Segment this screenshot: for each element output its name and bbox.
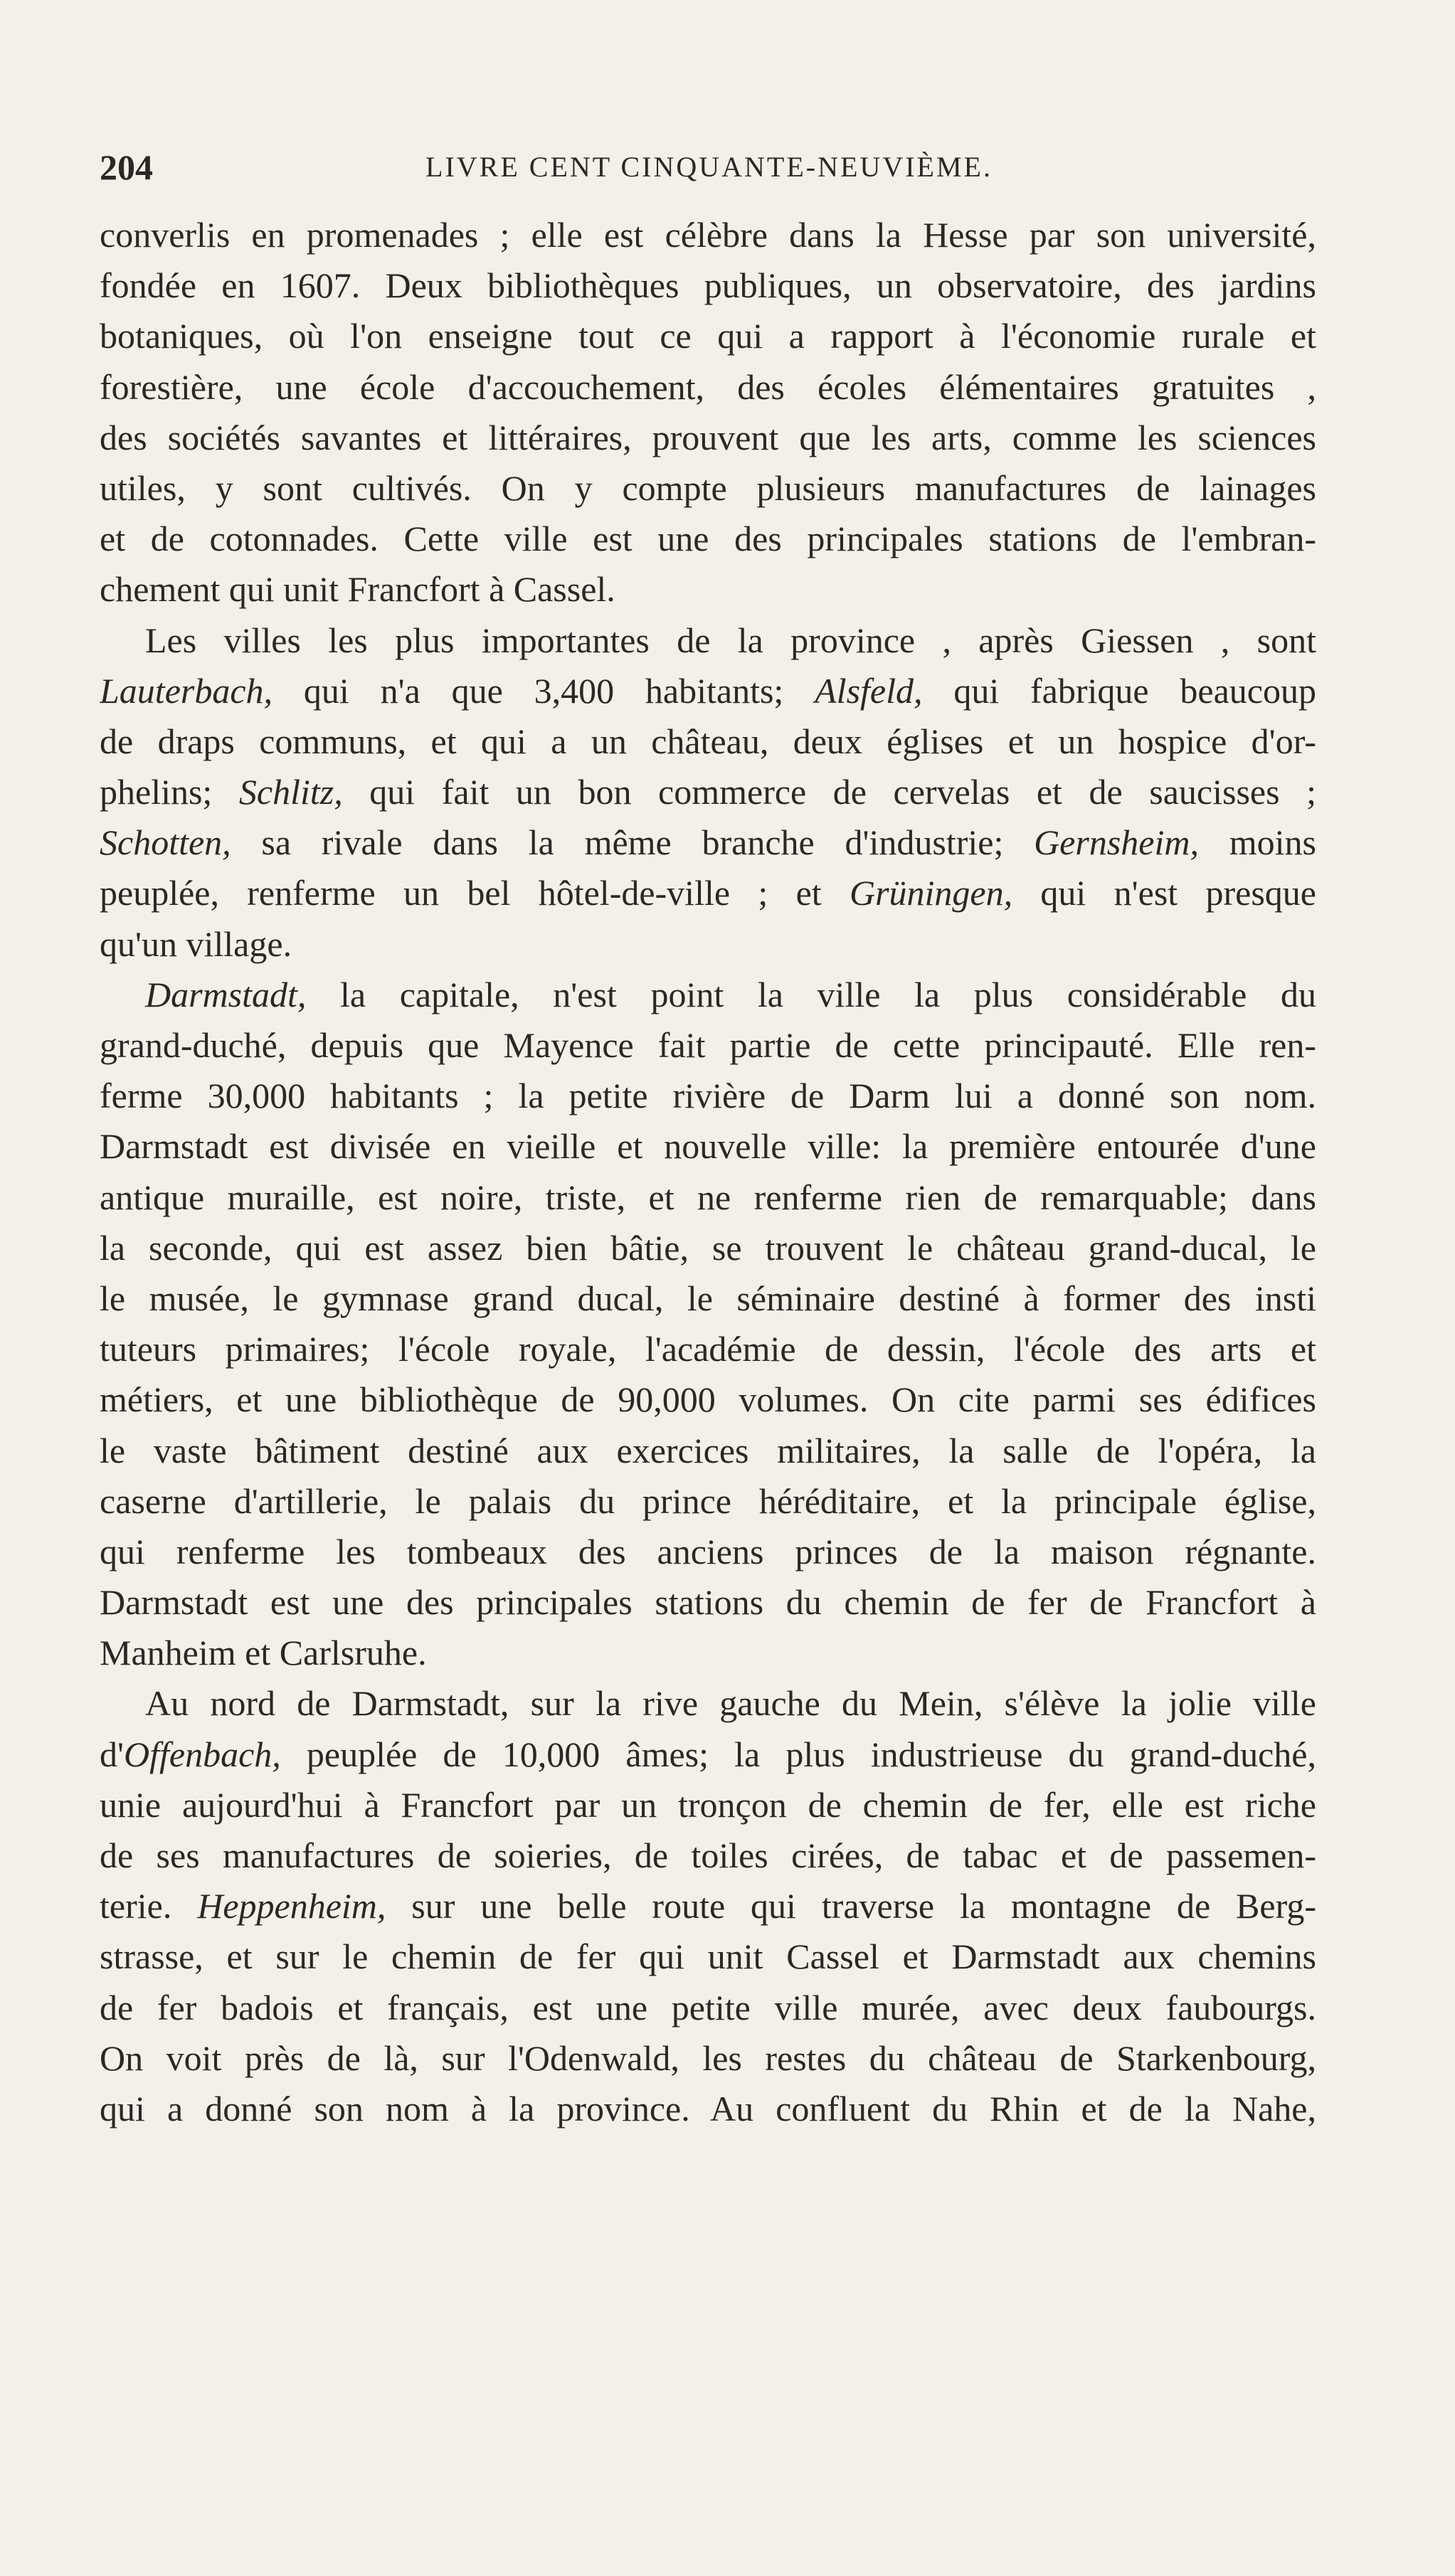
text-line: antique muraille, est noire, triste, et ne renferme rien de remarquable; dans	[100, 1177, 1316, 1217]
text-line: Darmstadt est une des principales stations du chemin de fer de Francfort à	[100, 1582, 1316, 1623]
place-name: Schlitz,	[238, 772, 343, 812]
text-line: tuteurs primaires; l'école royale, l'académie de dessin, l'école des arts et	[100, 1329, 1316, 1369]
text-line: phelins; Schlitz, qui fait un bon commerce de cervelas et de saucisses ;	[100, 772, 1316, 812]
text-line: Darmstadt est divisée en vieille et nouvelle ville: la première entourée d'une	[100, 1126, 1316, 1167]
text-line: métiers, et une bibliothèque de 90,000 volumes. On cite parmi ses édifices	[100, 1379, 1316, 1420]
text-line: grand-duché, depuis que Mayence fait partie de cette principauté. Elle ren-	[100, 1025, 1316, 1065]
text-line: botaniques, où l'on enseigne tout ce qui a rapport à l'économie rurale et	[100, 316, 1316, 356]
text-line: fondée en 1607. Deux bibliothèques publiques, un observatoire, des jardins	[100, 265, 1316, 306]
text-line: caserne d'artillerie, le palais du prince héréditaire, et la principale église,	[100, 1480, 1316, 1521]
text-line: Darmstadt, la capitale, n'est point la ville la plus considérable du	[145, 974, 1316, 1014]
place-name: Alsfeld,	[815, 670, 923, 711]
text-line: Manheim et Carlsruhe.	[100, 1633, 427, 1673]
place-name: Lauterbach,	[100, 670, 273, 711]
running-head: LIVRE CENT CINQUANTE-NEUVIÈME.	[425, 151, 993, 183]
text-line: utiles, y sont cultivés. On y compte plusieurs manufactures de lainages	[100, 467, 1316, 508]
text-line: de fer badois et français, est une petite ville murée, avec deux faubourgs.	[100, 1987, 1316, 2028]
place-name: Schotten,	[100, 822, 231, 863]
place-name: Grüningen,	[849, 873, 1013, 913]
text-line: et de cotonnades. Cette ville est une des principales stations de l'embran-	[100, 519, 1316, 559]
text-line: peuplée, renferme un bel hôtel-de-ville ; et Grüningen, qui n'est presque	[100, 873, 1316, 913]
text-line: d'Offenbach, peuplée de 10,000 âmes; la plus industrieuse du grand-duché,	[100, 1734, 1316, 1774]
text-line: de draps communs, et qui a un château, deux églises et un hospice d'or-	[100, 721, 1316, 761]
text-line: terie. Heppenheim, sur une belle route qui traverse la montagne de Berg-	[100, 1886, 1316, 1926]
paragraph	[100, 615, 1316, 970]
text-line: le musée, le gymnase grand ducal, le séminaire destiné à former des insti	[100, 1278, 1316, 1318]
place-name: Darmstadt,	[145, 974, 307, 1014]
text-line: des sociétés savantes et littéraires, prouvent que les arts, comme les sciences	[100, 417, 1316, 457]
text-line: qu'un village.	[100, 923, 292, 964]
text-line: qui a donné son nom à la province. Au confluent du Rhin et de la Nahe,	[100, 2088, 1316, 2129]
text-line: Schotten, sa rivale dans la même branche d'industrie; Gernsheim, moins	[100, 822, 1316, 863]
text-line: Lauterbach, qui n'a que 3,400 habitants; Alsfeld, qui fabrique beaucoup	[100, 670, 1316, 711]
paragraph	[100, 970, 1316, 1679]
text-line: converlis en promenades ; elle est célèbre dans la Hesse par son université,	[100, 215, 1316, 255]
text-line: Au nord de Darmstadt, sur la rive gauche du Mein, s'élève la jolie ville	[145, 1683, 1316, 1724]
text-line: de ses manufactures de soieries, de toiles cirées, de tabac et de passemen-	[100, 1835, 1316, 1875]
text-line: unie aujourd'hui à Francfort par un tronçon de chemin de fer, elle est riche	[100, 1784, 1316, 1825]
place-name: Offenbach,	[124, 1734, 281, 1774]
text-line: strasse, et sur le chemin de fer qui unit Cassel et Darmstadt aux chemins	[100, 1936, 1316, 1977]
text-line: Les villes les plus importantes de la province , après Giessen , sont	[145, 620, 1316, 660]
place-name: Heppenheim,	[197, 1886, 386, 1926]
text-line: On voit près de là, sur l'Odenwald, les restes du château de Starkenbourg,	[100, 2037, 1316, 2078]
body-text	[100, 210, 1316, 2134]
text-line: la seconde, qui est assez bien bâtie, se trouvent le château grand-ducal, le	[100, 1227, 1316, 1268]
text-line: chement qui unit Francfort à Cassel.	[100, 569, 615, 610]
place-name: Gernsheim,	[1034, 822, 1199, 863]
page-header	[100, 146, 1318, 189]
text-line: forestière, une école d'accouchement, des écoles élémentaires gratuites ,	[100, 366, 1316, 407]
text-line: qui renferme les tombeaux des anciens princes de la maison régnante.	[100, 1531, 1316, 1571]
page-number: 204	[100, 147, 153, 187]
text-line: le vaste bâtiment destiné aux exercices militaires, la salle de l'opéra, la	[100, 1430, 1316, 1470]
text-line: ferme 30,000 habitants ; la petite rivière de Darm lui a donné son nom.	[100, 1076, 1316, 1116]
paragraph	[100, 210, 1316, 615]
paragraph	[100, 1678, 1316, 2134]
